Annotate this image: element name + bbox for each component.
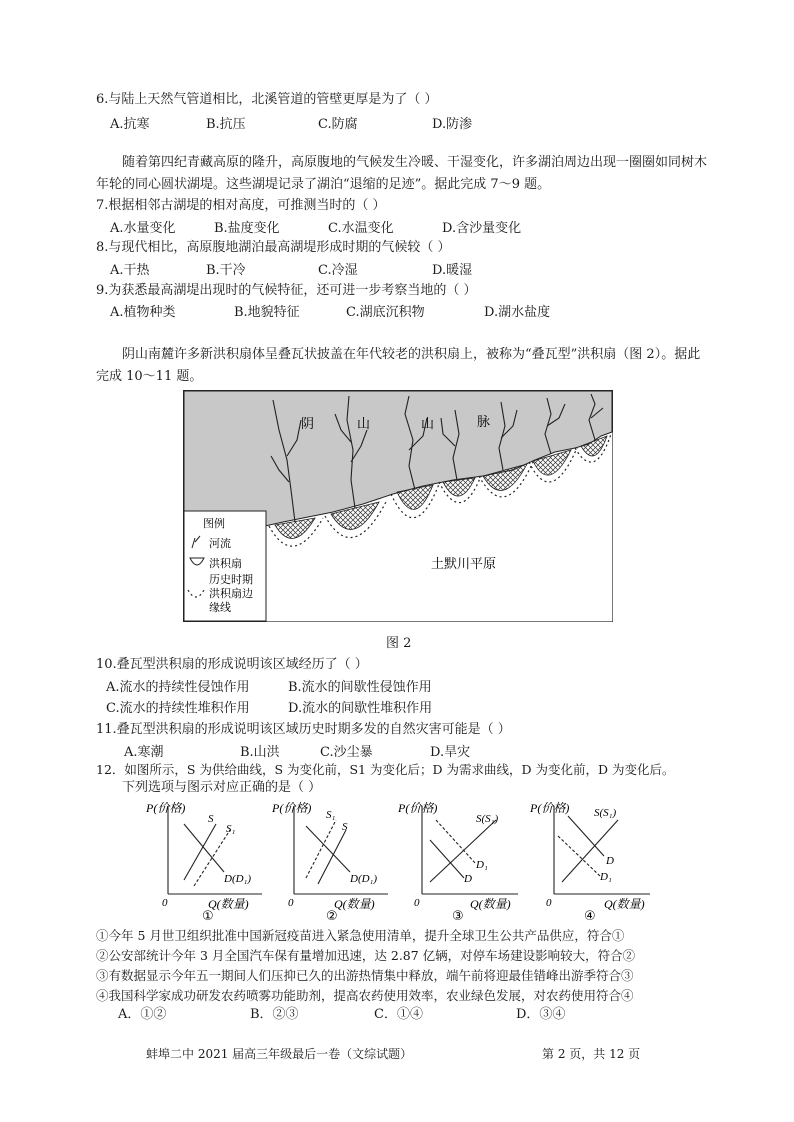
mountain-char-2: 山 bbox=[357, 417, 371, 432]
q7-option-a[interactable]: A.水量变化 bbox=[110, 221, 176, 236]
graph-2-label-d: D(D₁) bbox=[350, 873, 378, 885]
legend-river-label: 河流 bbox=[209, 537, 231, 550]
q9-option-b[interactable]: B.地貌特征 bbox=[234, 305, 300, 320]
graph-4-xlabel: Q(数量) bbox=[604, 897, 645, 911]
graph-3-label-d1: D₁ bbox=[476, 859, 488, 871]
q6-stem: 6.与陆上天然气管道相比，北溪管道的管壁更厚是为了（ ） bbox=[96, 92, 438, 107]
graph-1-origin: 0 bbox=[162, 897, 168, 909]
q10-options-row1 bbox=[106, 680, 706, 696]
q10-stem: 10.叠瓦型洪积扇的形成说明该区域经历了（ ） bbox=[96, 657, 368, 672]
graph-4-label-s: S(S₁) bbox=[594, 807, 617, 819]
q12-option-c[interactable]: C．①④ bbox=[374, 1007, 423, 1022]
legend-fan-label: 洪积扇 bbox=[209, 557, 242, 570]
graph-4-origin: 0 bbox=[546, 897, 552, 909]
graph-3-curve-d bbox=[430, 840, 464, 878]
q6-option-d[interactable]: D.防渗 bbox=[432, 117, 473, 132]
graph-2 bbox=[266, 796, 396, 922]
graph-3-origin: 0 bbox=[414, 897, 420, 909]
q8-option-b[interactable]: B.干冷 bbox=[206, 263, 246, 278]
graph-1-curve-s bbox=[184, 824, 216, 880]
graph-2-number: ② bbox=[326, 909, 338, 922]
graph-1-label-d: D(D₁) bbox=[224, 873, 252, 885]
graph-2-xlabel: Q(数量) bbox=[334, 897, 375, 911]
q8-options bbox=[110, 263, 710, 279]
figure-2-caption: 图 2 bbox=[386, 636, 412, 651]
q10-option-a[interactable]: A.流水的持续性侵蚀作用 bbox=[106, 680, 250, 695]
q8-option-d[interactable]: D.暖湿 bbox=[432, 263, 473, 278]
q11-option-b[interactable]: B.山洪 bbox=[240, 745, 280, 760]
graph-3-ylabel: P(价格) bbox=[398, 801, 438, 815]
graph-2-origin: 0 bbox=[288, 897, 294, 909]
legend-edge-line-2: 洪积扇边 bbox=[209, 587, 253, 600]
q10-option-b[interactable]: B.流水的间歇性侵蚀作用 bbox=[288, 680, 432, 695]
intro-10-11: 阴山南麓许多新洪积扇体呈叠瓦状披盖在年代较老的洪积扇上，被称为“叠瓦型”洪积扇（图 2）。据此完成 10～11 题。 bbox=[96, 347, 701, 384]
q7-stem: 7.根据相邻古湖堤的相对高度，可推测当时的（ ） bbox=[96, 198, 386, 213]
graph-1-xlabel: Q(数量) bbox=[208, 897, 249, 911]
q9-option-c[interactable]: C.湖底沉积物 bbox=[346, 305, 425, 320]
graph-2-curve-s1 bbox=[306, 820, 336, 878]
q7-option-d[interactable]: D.含沙量变化 bbox=[442, 221, 522, 236]
graph-2-curve-s bbox=[318, 830, 346, 884]
graph-1-label-s: S bbox=[208, 813, 214, 825]
q8-stem: 8.与现代相比，高原腹地湖泊最高湖堤形成时期的气候较（ ） bbox=[96, 240, 451, 255]
graph-1-curve-d bbox=[184, 824, 224, 872]
q10-options-row2 bbox=[106, 701, 706, 717]
q6-option-c[interactable]: C.防腐 bbox=[318, 117, 358, 132]
graph-2-ylabel: P(价格) bbox=[272, 801, 312, 815]
q6-option-a[interactable]: A.抗寒 bbox=[110, 117, 150, 132]
q8-option-a[interactable]: A.干热 bbox=[110, 263, 150, 278]
q10-option-c[interactable]: C.流水的持续性堆积作用 bbox=[106, 701, 250, 716]
q12-stem-line1: 12．如图所示，S 为供给曲线，S 为变化前，S1 为变化后；D 为需求曲线，D 为变化前，D 为变化后。 bbox=[96, 762, 675, 777]
graph-1-label-s1: S₁ bbox=[226, 823, 236, 835]
graph-3-label-d: D bbox=[464, 873, 472, 885]
q12-option-a[interactable]: A．①② bbox=[118, 1007, 167, 1022]
q11-option-d[interactable]: D.旱灾 bbox=[430, 745, 471, 760]
q12-options bbox=[118, 1007, 718, 1023]
graph-2-label-s: S bbox=[342, 821, 348, 833]
q12-statement-1: ①今年 5 月世卫组织批准中国新冠疫苗进入紧急使用清单，提升全球卫生公共产品供应，符合① bbox=[96, 928, 625, 943]
footer-left: 蚌埠二中 2021 届高三年级最后一卷（文综试题） bbox=[146, 1047, 413, 1061]
graph-4-label-d1: D₁ bbox=[600, 871, 612, 883]
q12-option-b[interactable]: B．②③ bbox=[250, 1007, 299, 1022]
graph-1 bbox=[140, 796, 270, 922]
mountain-char-1: 阴 bbox=[301, 417, 315, 432]
graph-3-xlabel: Q(数量) bbox=[470, 897, 511, 911]
q12-stem-line2: 下列选项与图示对应正确的是（ ） bbox=[122, 780, 322, 795]
q7-option-c[interactable]: C.水温变化 bbox=[328, 221, 394, 236]
map-legend bbox=[184, 511, 266, 621]
legend-edge-line-1: 历史时期 bbox=[209, 573, 253, 586]
graph-2-label-s1: S₁ bbox=[326, 809, 336, 821]
q11-options bbox=[124, 745, 724, 761]
legend-edge-line-3: 缘线 bbox=[209, 601, 231, 614]
plain-label: 土默川平原 bbox=[431, 557, 497, 572]
graph-4-curve-d1 bbox=[558, 836, 600, 876]
footer-page-number: 第 2 页，共 12 页 bbox=[542, 1047, 641, 1061]
q9-options bbox=[110, 305, 710, 321]
q12-statement-3: ③有数据显示今年五一期间人们压抑已久的出游热情集中释放，端午前将迎最佳错峰出游季符合③ bbox=[96, 968, 634, 983]
q11-option-c[interactable]: C.沙尘暴 bbox=[320, 745, 373, 760]
graph-4 bbox=[524, 796, 658, 922]
q12-statement-4: ④我国科学家成功研发农药喷雾功能助剂，提高农药使用效率，农业绿色发展，对农药使用符合④ bbox=[96, 988, 634, 1003]
q11-option-a[interactable]: A.寒潮 bbox=[124, 745, 164, 760]
mountain-char-3: 山 bbox=[421, 417, 435, 432]
mountain-char-4: 脉 bbox=[477, 415, 491, 430]
q9-option-d[interactable]: D.湖水盐度 bbox=[484, 305, 551, 320]
graph-4-number: ④ bbox=[584, 909, 596, 922]
q7-options bbox=[110, 221, 710, 237]
graph-3-label-s: S(S₁) bbox=[476, 813, 499, 825]
graph-3 bbox=[392, 796, 526, 922]
q9-stem: 9.为获悉最高湖堤出现时的气候特征，还可进一步考察当地的（ ） bbox=[96, 283, 477, 298]
q8-option-c[interactable]: C.冷湿 bbox=[318, 263, 358, 278]
q9-option-a[interactable]: A.植物种类 bbox=[110, 305, 176, 320]
q12-option-d[interactable]: D．③④ bbox=[516, 1007, 566, 1022]
q6-option-b[interactable]: B.抗压 bbox=[206, 117, 246, 132]
q6-options bbox=[110, 117, 710, 133]
figure-2-map bbox=[183, 390, 613, 622]
q10-option-d[interactable]: D.流水的间歇性堆积作用 bbox=[288, 701, 433, 716]
legend-title: 图例 bbox=[203, 517, 225, 530]
graph-1-number: ① bbox=[202, 909, 214, 922]
intro-7-9: 随着第四纪青藏高原的隆升，高原腹地的气候发生冷暖、干湿变化，许多湖泊周边出现一圈圈如同树木年轮的同心圆状湖堤。这些湖堤记录了湖泊“退缩的足迹”。据此完成 7～9 题。 bbox=[96, 155, 708, 192]
graph-4-ylabel: P(价格) bbox=[530, 801, 570, 815]
q7-option-b[interactable]: B.盐度变化 bbox=[214, 221, 280, 236]
q11-stem: 11.叠瓦型洪积扇的形成说明该区域历史时期多发的自然灾害可能是（ ） bbox=[96, 722, 511, 737]
graph-3-number: ③ bbox=[452, 909, 464, 922]
q12-statement-2: ②公安部统计今年 3 月全国汽车保有量增加迅速，达 2.87 亿辆，对停车场建设影响较大，符合② bbox=[96, 948, 636, 963]
graph-1-ylabel: P(价格) bbox=[146, 801, 186, 815]
graph-4-label-d: D bbox=[606, 855, 614, 867]
